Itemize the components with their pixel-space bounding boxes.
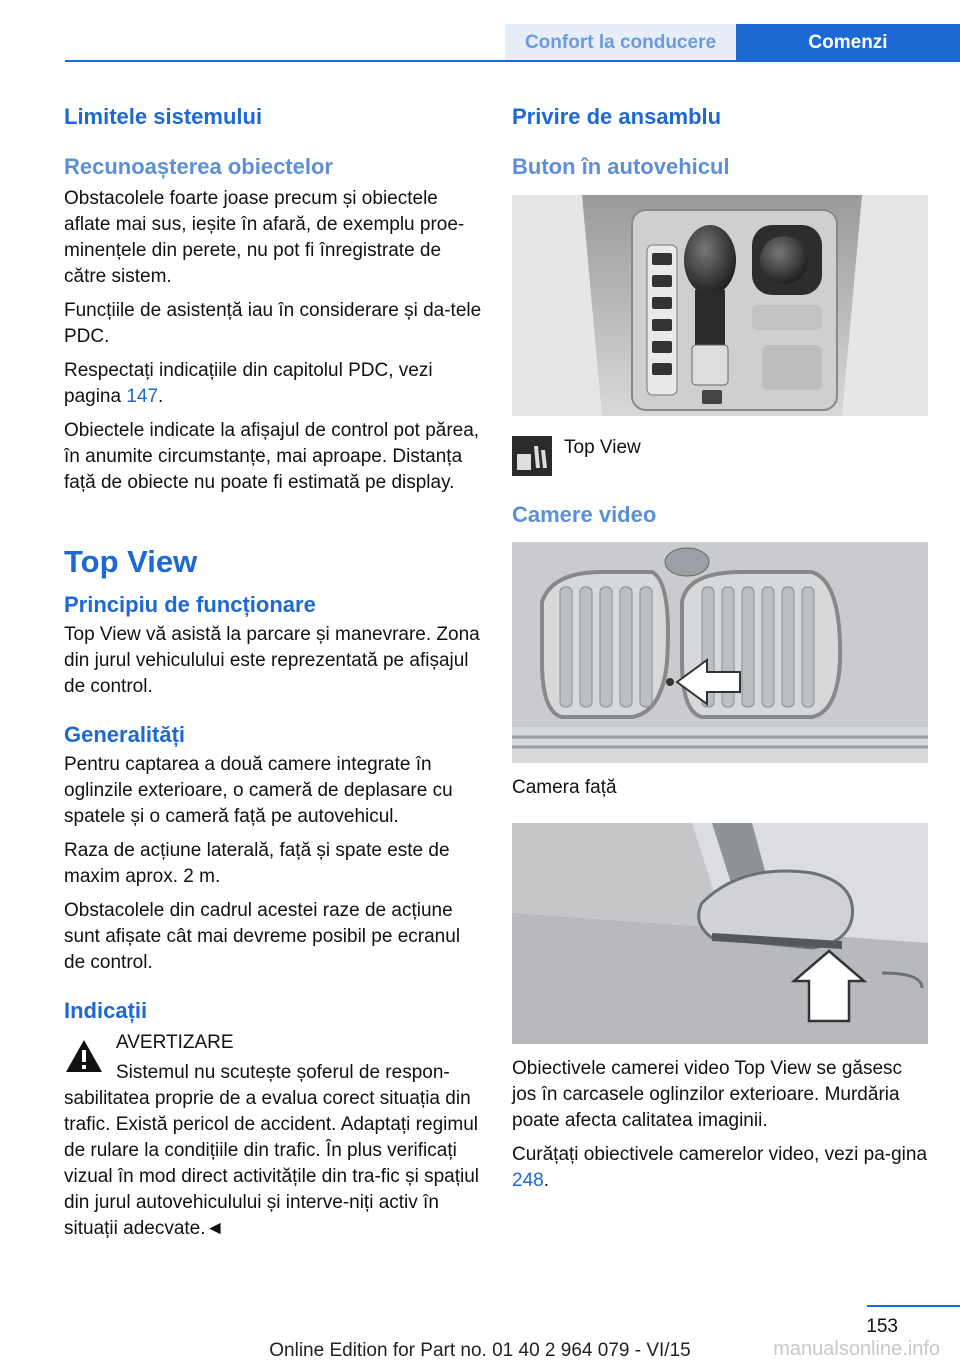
general-heading: Generalități [64, 722, 186, 747]
principle-heading: Principiu de funcționare [64, 592, 316, 617]
header-section-tab: Confort la conducere [505, 24, 736, 62]
general-paragraph-2: Raza de acțiune laterală, față și spate este de maxim aprox. 2 m. [64, 840, 450, 887]
lens-paragraph-1: Obiectivele camerei video Top View se găsesc jos în carcasele oglinzilor exterioare. Murdăria poate afecta calitatea imaginii. [512, 1058, 903, 1131]
limits-heading: Limitele sistemului [64, 104, 263, 129]
lens-p2-end: . [543, 1170, 549, 1191]
console-image [512, 195, 928, 416]
page-number: 153 [866, 1316, 898, 1337]
warning-line-1: Sistemul nu scutește șoferul de respon- [116, 1062, 450, 1083]
general-paragraph-1: Pentru captarea a două camere integrate în oglinzile exterioare, o cameră de deplasare cu spatele și o cameră față pe autovehicul. [64, 754, 453, 827]
warning-text: sabilitatea proprie de a evalua corect situația din trafic. Există pericol de accident. Adaptați regimul de rulare la condițiile din trafic. În plus verificați vizual în mod direct activitățile din tra-fic și spațiul din jurul autovehiculului și interve-niți activ în situații adecvate.◄ [64, 1088, 479, 1239]
warning-triangle-icon [64, 1038, 104, 1079]
right-column [512, 100, 930, 1194]
page-link-147[interactable]: 147 [126, 386, 159, 407]
recognition-paragraph-2: Funcțiile de asistență iau în considerare și da-tele PDC. [64, 300, 482, 347]
footer-rule [867, 1305, 960, 1307]
page-link-248[interactable]: 248 [512, 1170, 544, 1191]
button-heading: Buton în autovehicul [512, 154, 730, 179]
recognition-paragraph-4: Obiectele indicate la afișajul de control pot părea, în anumite circumstanțe, mai aproape. Distanța față de obiecte nu poate fi estimată pe display. [64, 420, 480, 493]
recognition-p3-end: . [158, 386, 164, 407]
hints-heading: Indicații [64, 998, 148, 1023]
lens-p2-text: Curățați obiectivele camerelor video, vezi pa-gina [512, 1144, 928, 1165]
recognition-p3-text: Respectați indicațiile din capitolul PDC, vezi pagina [64, 360, 433, 407]
principle-paragraph: Top View vă asistă la parcare și manevrare. Zona din jurul vehiculului este reprezentată pe afișajul de control. [64, 624, 480, 697]
lens-paragraph-2 [512, 1142, 930, 1194]
topview-button-label: Top View [564, 437, 641, 458]
header-rule [65, 60, 960, 62]
topview-button-icon [512, 436, 552, 481]
recognition-heading: Recunoașterea obiectelor [64, 154, 333, 179]
topview-heading: Top View [64, 544, 198, 579]
recognition-paragraph-1: Obstacolele foarte joase precum și obiectele aflate mai sus, ieșite în afară, de exemplu proe-minențele din perete, nu pot fi înregistrate de către sistem. [64, 188, 465, 287]
warning-block [64, 1030, 482, 1086]
front-camera-caption: Camera față [512, 777, 617, 798]
left-column [64, 100, 482, 1242]
watermark-text: manualsonline.info [773, 1338, 940, 1360]
warning-label: AVERTIZARE [116, 1032, 234, 1053]
mirror-image [512, 823, 928, 1044]
front-grille-image [512, 542, 928, 763]
recognition-paragraph-3 [64, 358, 482, 410]
header-chapter-tab: Comenzi [736, 24, 960, 62]
overview-heading: Privire de ansamblu [512, 104, 722, 129]
footer-edition: Online Edition for Part no. 01 40 2 964 079 - VI/15 [269, 1340, 691, 1361]
topview-button-row [512, 430, 930, 482]
general-paragraph-3: Obstacolele din cadrul acestei raze de acțiune sunt afișate cât mai devreme posibil pe ecranul de control. [64, 900, 461, 973]
cameras-heading: Camere video [512, 502, 657, 527]
